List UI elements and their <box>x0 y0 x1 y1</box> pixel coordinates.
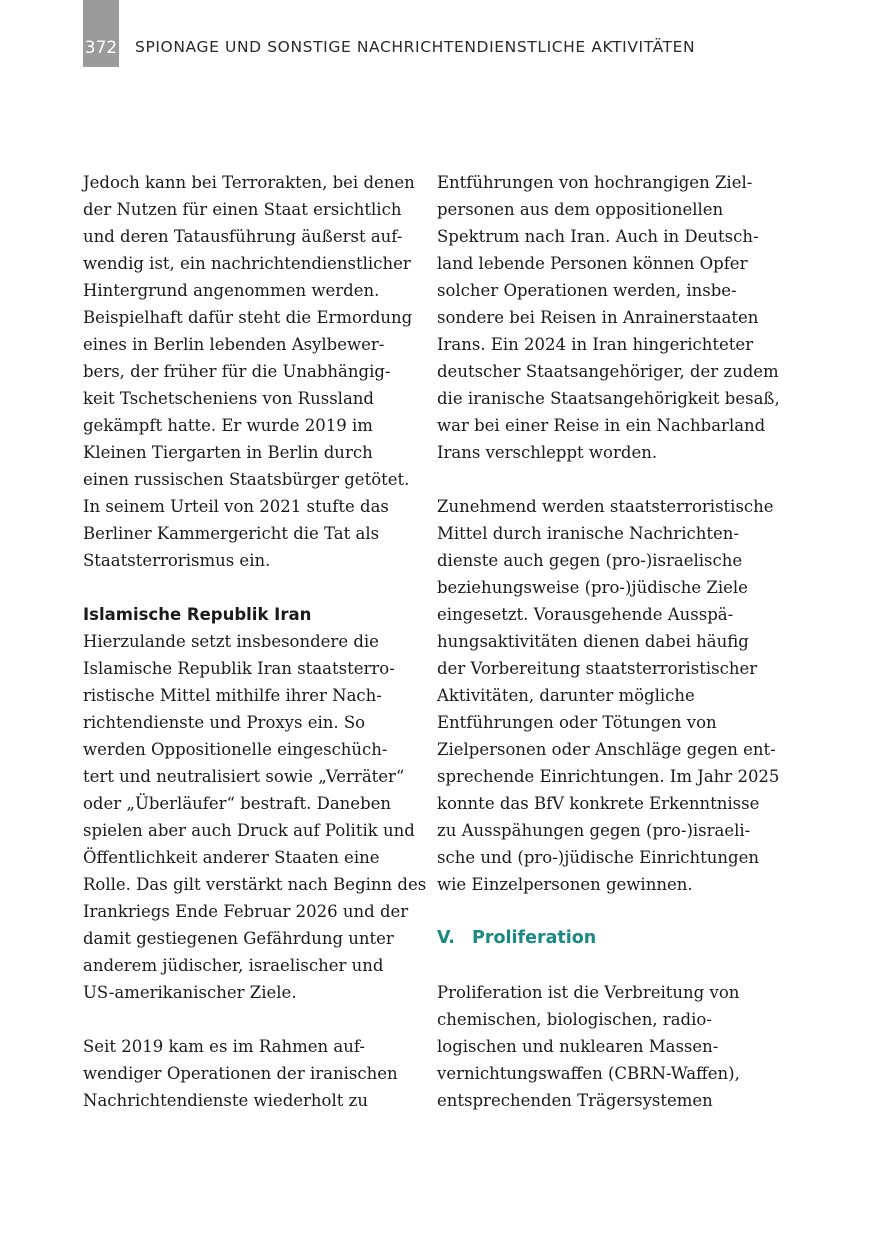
paragraph-line: und deren Tatausführung äußerst auf- <box>83 227 403 246</box>
paragraph-line: Seit 2019 kam es im Rahmen auf- <box>83 1037 365 1056</box>
paragraph-line: personen aus dem oppositionellen <box>437 200 724 219</box>
paragraph-line: sprechende Einrichtungen. Im Jahr 2025 <box>437 767 780 786</box>
paragraph-line: zu Ausspähungen gegen (pro-)israeli- <box>437 821 751 840</box>
section-number: V. <box>437 928 455 948</box>
paragraph-line: Kleinen Tiergarten in Berlin durch <box>83 443 373 462</box>
paragraph-line: die iranische Staatsangehörigkeit besaß, <box>437 389 780 408</box>
paragraph-line: Proliferation ist die Verbreitung von <box>437 983 740 1002</box>
paragraph-line: anderem jüdischer, israelischer und <box>83 956 384 975</box>
paragraph-line: ristische Mittel mithilfe ihrer Nach- <box>83 686 382 705</box>
paragraph-line: Jedoch kann bei Terrorakten, bei denen <box>83 173 415 192</box>
paragraph-line: dienste auch gegen (pro-)israelische <box>437 551 743 570</box>
paragraph-line: eingesetzt. Vorausgehende Ausspä- <box>437 605 734 624</box>
paragraph-line: chemischen, biologischen, radio- <box>437 1010 712 1029</box>
subheading-islamische-republik-iran: Islamische Republik Iran <box>83 605 312 624</box>
paragraph-line: Beispielhaft dafür steht die Ermordung <box>83 308 413 327</box>
paragraph-line: Aktivitäten, darunter mögliche <box>437 686 695 705</box>
paragraph-line: Hintergrund angenommen werden. <box>83 281 380 300</box>
paragraph-line: spielen aber auch Druck auf Politik und <box>83 821 415 840</box>
paragraph-line: der Vorbereitung staatsterroristischer <box>437 659 758 678</box>
paragraph-line: Rolle. Das gilt verstärkt nach Beginn des <box>83 875 427 894</box>
paragraph-line: richtendienste und Proxys ein. So <box>83 713 366 732</box>
paragraph-line: Öffentlichkeit anderer Staaten eine <box>83 848 380 867</box>
paragraph-line: konnte das BfV konkrete Erkenntnisse <box>437 794 760 813</box>
paragraph-line: eines in Berlin lebenden Asylbewer- <box>83 335 385 354</box>
section-title-proliferation: Proliferation <box>472 928 597 948</box>
page-number: 372 <box>84 38 118 58</box>
paragraph-line: gekämpft hatte. Er wurde 2019 im <box>83 416 373 435</box>
paragraph-line: sche und (pro-)jüdische Einrichtungen <box>437 848 759 867</box>
paragraph-line: US-amerikanischer Ziele. <box>83 983 297 1002</box>
paragraph-line: wendig ist, ein nachrichtendienstlicher <box>83 254 411 273</box>
paragraph-line: einen russischen Staatsbürger getötet. <box>83 470 410 489</box>
paragraph-line: keit Tschetscheniens von Russland <box>83 389 374 408</box>
paragraph-line: solcher Operationen werden, insbe- <box>437 281 737 300</box>
paragraph-line: tert und neutralisiert sowie „Verräter“ <box>83 767 405 786</box>
paragraph-line: Nachrichtendienste wiederholt zu <box>83 1091 368 1110</box>
paragraph-line: hungsaktivitäten dienen dabei häufig <box>437 632 749 651</box>
paragraph-line: wie Einzelpersonen gewinnen. <box>437 875 693 894</box>
paragraph-line: oder „Überläufer“ bestraft. Daneben <box>83 794 392 813</box>
paragraph-line: war bei einer Reise in ein Nachbarland <box>437 416 766 435</box>
paragraph-line: Mittel durch iranische Nachrichten- <box>437 524 739 543</box>
paragraph-line: entsprechenden Trägersystemen <box>437 1091 713 1110</box>
paragraph-line: werden Oppositionelle eingeschüch- <box>83 740 388 759</box>
paragraph-line: sondere bei Reisen in Anrainerstaaten <box>437 308 759 327</box>
paragraph-line: Entführungen oder Tötungen von <box>437 713 717 732</box>
running-header: SPIONAGE UND SONSTIGE NACHRICHTENDIENSTLICHE AKTIVITÄTEN <box>135 38 696 56</box>
paragraph-line: In seinem Urteil von 2021 stufte das <box>83 497 389 516</box>
paragraph-line: Staatsterrorismus ein. <box>83 551 271 570</box>
paragraph-line: Spektrum nach Iran. Auch in Deutsch- <box>437 227 759 246</box>
paragraph-line: logischen und nuklearen Massen- <box>437 1037 719 1056</box>
paragraph-line: Irans. Ein 2024 in Iran hingerichteter <box>437 335 754 354</box>
paragraph-line: Entführungen von hochrangigen Ziel- <box>437 173 753 192</box>
paragraph-line: Irans verschleppt worden. <box>437 443 658 462</box>
paragraph-line: land lebende Personen können Opfer <box>437 254 748 273</box>
paragraph-line: Irankriegs Ende Februar 2026 und der <box>83 902 409 921</box>
paragraph-line: wendiger Operationen der iranischen <box>83 1064 398 1083</box>
paragraph-line: vernichtungswaffen (CBRN-Waffen), <box>437 1064 740 1083</box>
paragraph-line: beziehungsweise (pro-)jüdische Ziele <box>437 578 748 597</box>
paragraph-line: bers, der früher für die Unabhängig- <box>83 362 391 381</box>
paragraph-line: Islamische Republik Iran staatsterro- <box>83 659 395 678</box>
paragraph-line: der Nutzen für einen Staat ersichtlich <box>83 200 402 219</box>
paragraph-line: deutscher Staatsangehöriger, der zudem <box>437 362 779 381</box>
paragraph-line: Berliner Kammergericht die Tat als <box>83 524 380 543</box>
paragraph-line: Hierzulande setzt insbesondere die <box>83 632 379 651</box>
paragraph-line: Zielpersonen oder Anschläge gegen ent- <box>437 740 776 759</box>
paragraph-line: Zunehmend werden staatsterroristische <box>437 497 774 516</box>
paragraph-line: damit gestiegenen Gefährdung unter <box>83 929 394 948</box>
